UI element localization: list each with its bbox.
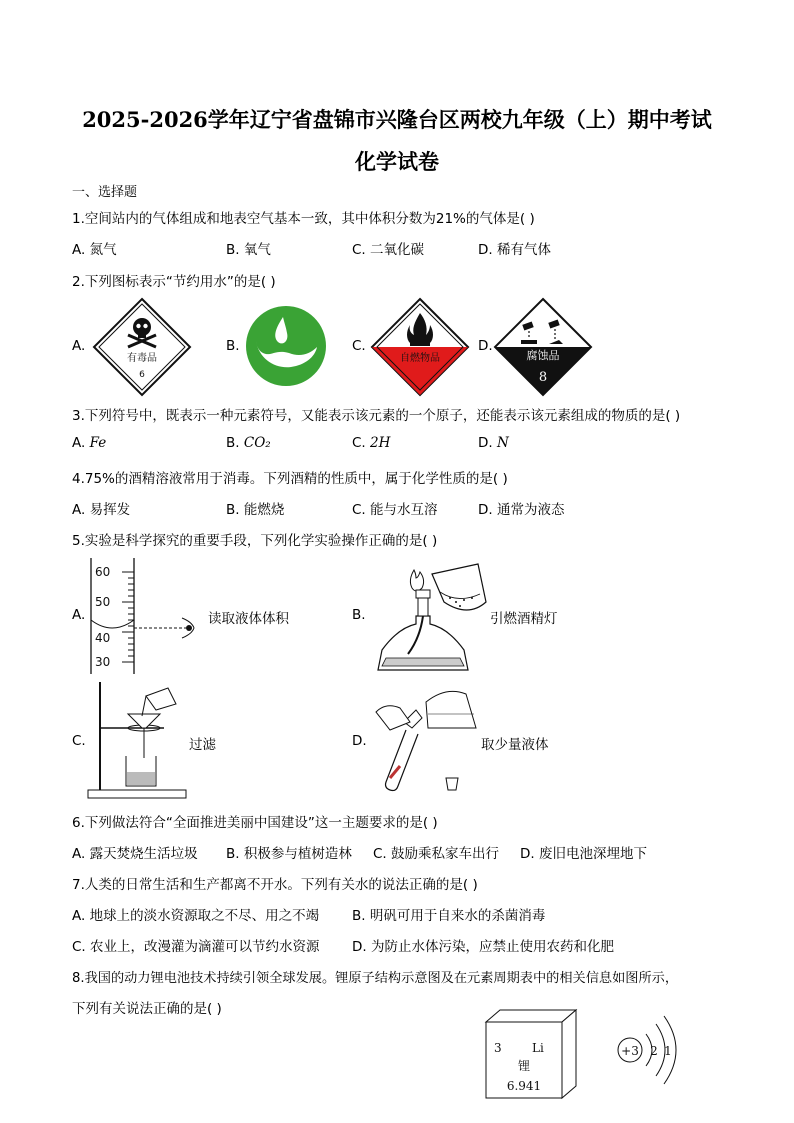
corrosive-sign-label: 腐蚀品 bbox=[526, 349, 560, 362]
q5-caption-d: 取少量液体 bbox=[481, 737, 549, 753]
cylinder-tick-50: 50 bbox=[95, 595, 111, 609]
toxic-sign-number: 6 bbox=[139, 370, 145, 380]
q6-option-b: B. 积极参与植树造林 bbox=[226, 846, 352, 862]
q3-formula-d: N bbox=[496, 435, 509, 451]
q3-formula-b: CO₂ bbox=[243, 435, 271, 451]
q4-option-b: B. 能燃烧 bbox=[226, 502, 285, 518]
atom-shell-2: 1 bbox=[664, 1044, 672, 1058]
q1-option-b: B. 氧气 bbox=[226, 242, 271, 258]
q3-option-c: C. 2H bbox=[352, 435, 391, 451]
q6-option-d: D. 废旧电池深埋地下 bbox=[520, 846, 647, 862]
q1-option-a: A. 氮气 bbox=[72, 242, 117, 258]
question-4-stem: 4.75%的酒精溶液常用于消毒。下列酒精的性质中，属于化学性质的是( ) bbox=[72, 471, 508, 487]
corrosive-sign-number: 8 bbox=[538, 370, 548, 385]
q3-formula-c: 2H bbox=[370, 435, 391, 451]
periodic-table-cell bbox=[484, 1008, 578, 1100]
q6-option-c: C. 鼓励乘私家车出行 bbox=[373, 846, 500, 862]
exam-subtitle: 化学试卷 bbox=[355, 149, 439, 174]
q5-caption-a: 读取液体体积 bbox=[208, 611, 289, 627]
question-3-stem: 3.下列符号中，既表示一种元素符号，又能表示该元素的一个原子，还能表示该元素组成的物质的是( ) bbox=[72, 408, 681, 424]
element-number: 3 bbox=[494, 1041, 502, 1055]
q5-caption-b: 引燃酒精灯 bbox=[490, 611, 558, 627]
cylinder-tick-60: 60 bbox=[95, 565, 111, 579]
cylinder-tick-40: 40 bbox=[95, 631, 111, 645]
combustible-sign-label: 自燃物品 bbox=[400, 353, 440, 364]
q3-option-d: D. N bbox=[478, 435, 509, 451]
q7-option-b: B. 明矾可用于自来水的杀菌消毒 bbox=[352, 908, 546, 924]
atom-structure-diagram bbox=[612, 1012, 682, 1088]
q7-option-c: C. 农业上，改漫灌为滴灌可以节约水资源 bbox=[72, 939, 320, 955]
q3-option-a: A. Fe bbox=[72, 435, 107, 451]
question-7-stem: 7.人类的日常生活和生产都离不开水。下列有关水的说法正确的是( ) bbox=[72, 877, 478, 893]
graduated-cylinder-figure bbox=[86, 556, 206, 676]
question-2-stem: 2.下列图标表示“节约用水”的是( ) bbox=[72, 274, 276, 290]
q4-option-c: C. 能与水互溶 bbox=[352, 502, 438, 518]
q4-option-a: A. 易挥发 bbox=[72, 502, 131, 518]
exam-title: 2025-2026学年辽宁省盘锦市兴隆台区两校九年级（上）期中考试 bbox=[82, 107, 712, 132]
q1-option-c: C. 二氧化碳 bbox=[352, 242, 425, 258]
combustible-sign-icon bbox=[370, 297, 470, 397]
q1-option-d: D. 稀有气体 bbox=[478, 242, 551, 258]
q2-letter-b: B. bbox=[226, 338, 240, 354]
filtration-figure bbox=[86, 680, 188, 800]
question-6-stem: 6.下列做法符合“全面推进美丽中国建设”这一主题要求的是( ) bbox=[72, 815, 438, 831]
q2-letter-c: C. bbox=[352, 338, 366, 354]
q7-option-d: D. 为防止水体污染，应禁止使用农药和化肥 bbox=[352, 939, 614, 955]
atom-nucleus-charge: +3 bbox=[621, 1044, 639, 1058]
q5-letter-b: B. bbox=[352, 607, 366, 623]
q2-letter-a: A. bbox=[72, 338, 86, 354]
q2-letter-d: D. bbox=[478, 338, 493, 354]
question-8-stem-line1: 8.我国的动力锂电池技术持续引领全球发展。锂原子结构示意图及在元素周期表中的相关信息如图所示， bbox=[72, 971, 679, 986]
q5-letter-a: A. bbox=[72, 607, 86, 623]
alcohol-lamp-figure bbox=[368, 558, 490, 676]
water-saving-icon bbox=[245, 305, 327, 387]
question-5-stem: 5.实验是科学探究的重要手段，下列化学实验操作正确的是( ) bbox=[72, 533, 438, 549]
section-heading: 一、选择题 bbox=[72, 185, 138, 200]
toxic-sign-label: 有毒品 bbox=[127, 353, 157, 364]
element-name: 锂 bbox=[517, 1059, 531, 1073]
test-tube-figure bbox=[366, 682, 480, 798]
question-8-stem-line2: 下列有关说法正确的是( ) bbox=[72, 1001, 222, 1017]
q3-formula-a: Fe bbox=[89, 435, 107, 451]
q5-letter-d: D. bbox=[352, 733, 367, 749]
corrosive-sign-icon bbox=[493, 297, 593, 397]
atom-shell-1: 2 bbox=[650, 1044, 658, 1058]
q4-option-d: D. 通常为液态 bbox=[478, 502, 565, 518]
q7-option-a: A. 地球上的淡水资源取之不尽、用之不竭 bbox=[72, 908, 320, 924]
q6-option-a: A. 露天焚烧生活垃圾 bbox=[72, 846, 198, 862]
element-mass: 6.941 bbox=[506, 1079, 542, 1093]
toxic-sign-icon bbox=[92, 297, 192, 397]
q3-option-b: B. CO₂ bbox=[226, 435, 271, 451]
question-1-stem: 1.空间站内的气体组成和地表空气基本一致，其中体积分数为21%的气体是( ) bbox=[72, 211, 535, 227]
q5-letter-c: C. bbox=[72, 733, 86, 749]
cylinder-tick-30: 30 bbox=[95, 655, 111, 669]
q5-caption-c: 过滤 bbox=[189, 737, 216, 753]
element-symbol: Li bbox=[532, 1041, 544, 1055]
